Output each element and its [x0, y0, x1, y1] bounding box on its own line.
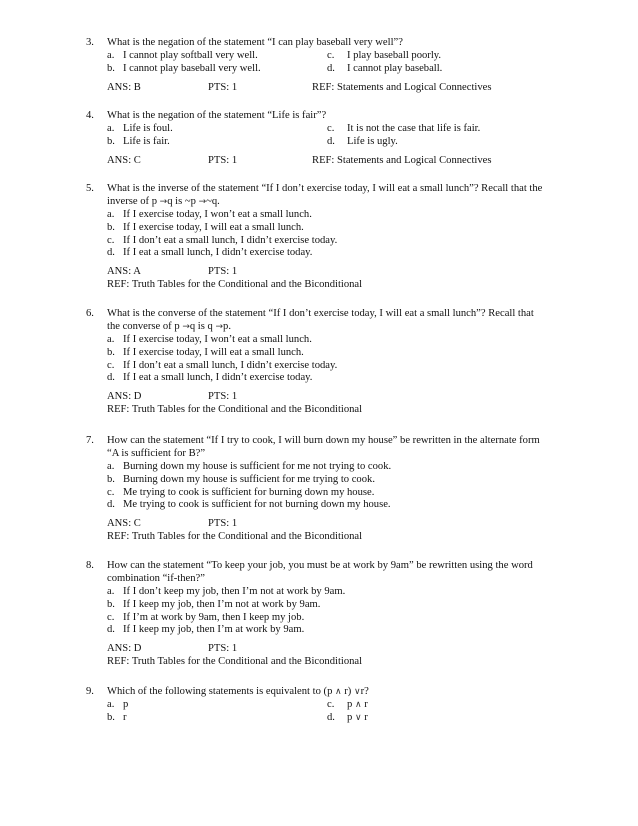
question-text	[107, 686, 586, 699]
answer-line	[107, 82, 586, 95]
option-row	[107, 63, 586, 76]
question-text-line-1: What is the converse of the statement “If I don’t exercise today, I will eat a small lunch”? Recall that	[107, 308, 534, 319]
text-part: p.	[223, 320, 231, 332]
option-c-text: It is not the case that life is fair.	[347, 122, 481, 134]
and-symbol-icon: ∧	[335, 687, 342, 697]
option-row	[107, 50, 586, 63]
answer-line	[107, 518, 586, 531]
option-d-letter: d.	[327, 62, 335, 74]
option-text: If I exercise today, I won’t eat a small lunch.	[123, 333, 312, 345]
question-text: What is the negation of the statement “I can play baseball very well”?	[107, 37, 403, 48]
answer-line	[107, 266, 586, 279]
option-c	[107, 360, 586, 373]
option-a-text: I cannot play softball very well.	[123, 49, 258, 61]
option-d-text: Life is ugly.	[347, 135, 398, 147]
points-value: PTS: 1	[208, 391, 238, 403]
reference-value: REF: Truth Tables for the Conditional and the Biconditional	[107, 531, 363, 543]
option-letter: b.	[107, 221, 115, 233]
arrow-icon: →	[159, 196, 168, 207]
question-text-line-2: “A is sufficient for B?”	[107, 447, 206, 459]
option-a	[107, 209, 586, 222]
text-part: r	[361, 711, 368, 723]
option-b-text: I cannot play baseball very well.	[123, 62, 261, 74]
option-letter: a.	[107, 333, 115, 345]
question-number: 6.	[86, 308, 94, 319]
option-letter: d.	[107, 624, 115, 636]
option-a	[107, 461, 586, 474]
option-c	[107, 235, 586, 248]
question-text-line-2	[107, 321, 586, 334]
option-text: If I exercise today, I will eat a small lunch.	[123, 221, 304, 233]
points-value: PTS: 1	[208, 154, 238, 166]
option-c-text: I play baseball poorly.	[347, 49, 442, 61]
option-text: If I don’t eat a small lunch, I didn’t exercise today.	[123, 234, 338, 246]
option-text: If I exercise today, I won’t eat a small lunch.	[123, 208, 312, 220]
question-number: 5.	[86, 183, 94, 194]
option-letter: b.	[107, 473, 115, 485]
option-c-letter: c.	[327, 122, 335, 134]
text-part: inverse of p	[107, 195, 160, 207]
option-text: If I don’t keep my job, then I’m not at work by 9am.	[123, 585, 346, 597]
option-a-letter: a.	[107, 49, 115, 61]
option-letter: c.	[107, 611, 115, 623]
question-number: 8.	[86, 560, 94, 571]
option-row	[107, 712, 586, 725]
text-part: Which of the following statements is equivalent to (p	[107, 686, 336, 697]
or-symbol-icon: ∨	[354, 712, 362, 723]
text-part: r?	[360, 686, 369, 697]
option-b	[107, 347, 586, 360]
question-6	[86, 308, 586, 417]
reference-value: REF: Truth Tables for the Conditional and the Biconditional	[107, 279, 363, 291]
text-part: p	[347, 698, 355, 710]
answer-value: ANS: A	[107, 266, 141, 278]
option-text: If I exercise today, I will eat a small lunch.	[123, 346, 304, 358]
answer-value: ANS: D	[107, 643, 142, 655]
question-text-line-1: How can the statement “If I try to cook, I will burn down my house” be rewritten in the alternate form	[107, 435, 540, 446]
option-d	[107, 499, 586, 512]
question-text: What is the negation of the statement “Life is fair”?	[107, 110, 327, 121]
option-b	[107, 474, 586, 487]
reference-value: REF: Truth Tables for the Conditional and the Biconditional	[107, 656, 363, 668]
option-d	[107, 247, 586, 260]
option-letter: b.	[107, 346, 115, 358]
option-d-text	[347, 712, 368, 725]
text-part: p	[347, 711, 355, 723]
question-text-line-1: How can the statement “To keep your job, you must be at work by 9am” be rewritten using the word	[107, 560, 533, 571]
option-d	[107, 624, 586, 637]
arrow-icon: →	[198, 196, 207, 207]
question-5	[86, 183, 586, 292]
answer-line	[107, 391, 586, 404]
answer-line	[107, 643, 586, 656]
option-d-letter: d.	[327, 135, 335, 147]
arrow-icon: →	[182, 321, 190, 332]
option-a-letter: a.	[107, 122, 115, 134]
question-number: 4.	[86, 110, 94, 121]
option-text: Burning down my house is sufficient for me not trying to cook.	[123, 460, 392, 472]
points-value: PTS: 1	[208, 643, 238, 655]
option-row	[107, 136, 586, 149]
question-9	[86, 686, 586, 725]
reference-value: REF: Statements and Logical Connectives	[312, 154, 492, 166]
answer-line	[107, 155, 586, 168]
question-4	[86, 110, 586, 168]
question-3	[86, 37, 586, 95]
question-number: 3.	[86, 37, 94, 48]
option-a	[107, 586, 586, 599]
answer-value: ANS: D	[107, 391, 142, 403]
option-b-letter: b.	[107, 711, 115, 723]
text-part: r)	[341, 686, 354, 697]
text-part: r	[361, 698, 368, 710]
option-d-text: I cannot play baseball.	[347, 62, 443, 74]
answer-value: ANS: C	[107, 518, 141, 530]
option-a-letter: a.	[107, 698, 115, 710]
option-c-text	[347, 699, 368, 712]
reference-value: REF: Statements and Logical Connectives	[312, 81, 492, 93]
option-letter: d.	[107, 372, 115, 384]
option-c-letter: c.	[327, 49, 335, 61]
option-letter: b.	[107, 598, 115, 610]
points-value: PTS: 1	[208, 266, 238, 278]
question-7	[86, 435, 586, 544]
arrow-icon: →	[215, 321, 224, 332]
option-a	[107, 334, 586, 347]
question-number: 9.	[86, 686, 94, 697]
text-part: the converse of p	[107, 320, 183, 332]
option-letter: a.	[107, 208, 115, 220]
question-text-line-2	[107, 196, 586, 209]
option-c-letter: c.	[327, 698, 335, 710]
points-value: PTS: 1	[208, 81, 238, 93]
option-c	[107, 612, 586, 625]
points-value: PTS: 1	[208, 518, 238, 530]
option-text: Me trying to cook is sufficient for burning down my house.	[123, 486, 375, 498]
or-symbol-icon: ∨	[353, 687, 361, 697]
text-part: q is q	[189, 320, 216, 332]
option-text: If I’m at work by 9am, then I keep my job.	[123, 611, 305, 623]
answer-value: ANS: C	[107, 154, 141, 166]
option-text: If I keep my job, then I’m at work by 9am.	[123, 624, 305, 636]
option-letter: c.	[107, 234, 115, 246]
option-text: If I don’t eat a small lunch, I didn’t exercise today.	[123, 359, 338, 371]
question-number: 7.	[86, 435, 94, 446]
option-b-letter: b.	[107, 62, 115, 74]
and-symbol-icon: ∧	[354, 699, 362, 710]
option-row	[107, 699, 586, 712]
option-text: If I eat a small lunch, I didn’t exercise today.	[123, 372, 313, 384]
option-letter: d.	[107, 247, 115, 259]
option-letter: a.	[107, 585, 115, 597]
option-b-text: Life is fair.	[123, 135, 170, 147]
option-letter: a.	[107, 460, 115, 472]
question-text-line-2: combination “if-then?”	[107, 572, 205, 584]
option-letter: c.	[107, 486, 115, 498]
question-text-line-1: What is the inverse of the statement “If I don’t exercise today, I will eat a small lunch”? Recall that the	[107, 183, 543, 194]
text-part: q is ~p	[167, 195, 199, 207]
option-letter: c.	[107, 359, 115, 371]
option-text: Burning down my house is sufficient for me trying to cook.	[123, 473, 375, 485]
option-b	[107, 599, 586, 612]
option-letter: d.	[107, 499, 115, 511]
option-d-letter: d.	[327, 711, 335, 723]
option-c	[107, 487, 586, 500]
option-text: If I eat a small lunch, I didn’t exercise today.	[123, 247, 313, 259]
option-a-text: Life is foul.	[123, 122, 173, 134]
text-part: ~q.	[206, 195, 220, 207]
option-a-text: p	[123, 698, 129, 710]
reference-value: REF: Truth Tables for the Conditional and the Biconditional	[107, 404, 363, 416]
option-b-letter: b.	[107, 135, 115, 147]
option-b-text: r	[123, 711, 127, 723]
option-row	[107, 123, 586, 136]
option-text: Me trying to cook is sufficient for not burning down my house.	[123, 499, 391, 511]
option-text: If I keep my job, then I’m not at work by 9am.	[123, 598, 321, 610]
question-8	[86, 560, 586, 669]
answer-value: ANS: B	[107, 81, 141, 93]
option-b	[107, 222, 586, 235]
option-d	[107, 372, 586, 385]
